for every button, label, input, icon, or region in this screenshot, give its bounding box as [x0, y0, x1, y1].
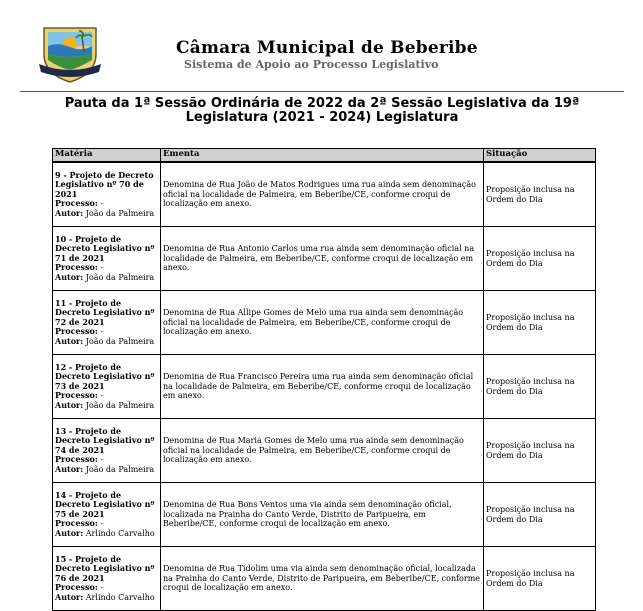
- column-header-ementa: Ementa: [161, 149, 484, 163]
- materia-title-link[interactable]: 13 - Projeto de Decreto Legislativo nº 74 de 2021: [55, 425, 155, 455]
- processo-label: Processo:: [55, 518, 98, 529]
- materia-cell: [53, 162, 161, 227]
- table-row: [53, 162, 596, 227]
- page-title: Pauta da 1ª Sessão Ordinária de 2022 da 2ª Sessão Legislativa da 19ª Legislatura (2021 - 2024) Legislatura: [64, 96, 580, 125]
- table-row: [53, 355, 596, 419]
- ementa-cell: Denomina de Rua Francisco Pereira uma rua ainda sem denominação oficial na localidade de Palmeira, em Beberibe/CE, conforme croqui de localização em anexo.: [161, 355, 484, 419]
- processo-value: -: [100, 391, 104, 401]
- autor-value: João da Palmeira: [85, 464, 155, 474]
- materia-cell: [53, 227, 161, 291]
- ementa-cell: Denomina de Rua Maria Gomes de Melo uma rua ainda sem denominação oficial na localidade de Palmeira, em Beberibe/CE, conforme croqui de localização em anexo.: [161, 419, 484, 483]
- situacao-cell: Proposição inclusa na Ordem do Dia: [484, 547, 596, 611]
- autor-value: João da Palmeira: [85, 336, 155, 346]
- situacao-cell: Proposição inclusa na Ordem do Dia: [484, 355, 596, 419]
- ementa-cell: Denomina de Rua Tidolim uma via ainda sem denominação oficial, localizada na Prainha do Canto Verde, Distrito de Paripueira, em Beberibe/CE, conforme croqui de localização em anexo.: [161, 547, 484, 611]
- agenda-table: [52, 148, 596, 611]
- processo-value: -: [100, 327, 104, 337]
- header-divider: [20, 91, 624, 92]
- processo-value: -: [100, 199, 104, 209]
- table-row: [53, 419, 596, 483]
- materia-cell: [53, 547, 161, 611]
- materia-title-link[interactable]: 11 - Projeto de Decreto Legislativo nº 72 de 2021: [55, 297, 155, 327]
- situacao-cell: Proposição inclusa na Ordem do Dia: [484, 291, 596, 355]
- institution-name: Câmara Municipal de Beberibe: [176, 38, 478, 58]
- processo-label: Processo:: [55, 198, 98, 209]
- column-header-materia: Matéria: [53, 149, 161, 163]
- autor-value: João da Palmeira: [85, 272, 155, 282]
- materia-title-link[interactable]: 15 - Projeto de Decreto Legislativo nº 76 de 2021: [55, 553, 155, 583]
- table-row: [53, 547, 596, 611]
- situacao-cell: Proposição inclusa na Ordem do Dia: [484, 483, 596, 547]
- column-header-situacao: Situação: [484, 149, 596, 163]
- autor-value: João da Palmeira: [85, 208, 155, 218]
- autor-label: Autor:: [55, 527, 84, 538]
- processo-value: -: [100, 263, 104, 273]
- autor-label: Autor:: [55, 463, 84, 474]
- situacao-cell: Proposição inclusa na Ordem do Dia: [484, 162, 596, 227]
- processo-label: Processo:: [55, 454, 98, 465]
- autor-value: João da Palmeira: [85, 400, 155, 410]
- ementa-cell: Denomina de Rua João de Matos Rodrigues uma rua ainda sem denominação oficial na localidade de Palmeira, em Beberibe/CE, conforme croqui de localização em anexo.: [161, 162, 484, 227]
- processo-label: Processo:: [55, 390, 98, 401]
- table-row: [53, 483, 596, 547]
- autor-label: Autor:: [55, 271, 84, 282]
- municipal-crest-logo: [38, 24, 102, 84]
- processo-value: -: [100, 519, 104, 529]
- processo-value: -: [100, 583, 104, 593]
- ementa-cell: Denomina de Rua Bons Ventos uma via ainda sem denominação oficial, localizada na Prainha do Canto Verde, Distrito de Paripueira, em Beberibe/CE, conforme croqui de localização em anexo.: [161, 483, 484, 547]
- situacao-cell: Proposição inclusa na Ordem do Dia: [484, 419, 596, 483]
- materia-cell: [53, 483, 161, 547]
- autor-label: Autor:: [55, 591, 84, 602]
- autor-value: Arlindo Carvalho: [85, 592, 155, 602]
- materia-cell: [53, 291, 161, 355]
- materia-cell: [53, 419, 161, 483]
- processo-label: Processo:: [55, 582, 98, 593]
- materia-title-link[interactable]: 9 - Projeto de Decreto Legislativo nº 70 de 2021: [55, 169, 154, 199]
- materia-title-link[interactable]: 10 - Projeto de Decreto Legislativo nº 71 de 2021: [55, 233, 155, 263]
- autor-value: Arlindo Carvalho: [85, 528, 155, 538]
- ementa-cell: Denomina de Rua Antonio Carlos uma rua ainda sem denominação oficial na localidade de Palmeira, em Beberibe/CE, conforme croqui de localização em anexo.: [161, 227, 484, 291]
- autor-label: Autor:: [55, 335, 84, 346]
- processo-label: Processo:: [55, 262, 98, 273]
- table-header-row: [53, 149, 596, 163]
- ementa-cell: Denomina de Rua Allipe Gomes de Melo uma rua ainda sem denominação oficial na localidade de Palmeira, em Beberibe/CE, conforme croqui de localização em anexo.: [161, 291, 484, 355]
- materia-title-link[interactable]: 14 - Projeto de Decreto Legislativo nº 75 de 2021: [55, 489, 155, 519]
- table-row: [53, 227, 596, 291]
- processo-value: -: [100, 455, 104, 465]
- autor-label: Autor:: [55, 207, 84, 218]
- situacao-cell: Proposição inclusa na Ordem do Dia: [484, 227, 596, 291]
- processo-label: Processo:: [55, 326, 98, 337]
- materia-title-link[interactable]: 12 - Projeto de Decreto Legislativo nº 73 de 2021: [55, 361, 155, 391]
- table-row: [53, 291, 596, 355]
- materia-cell: [53, 355, 161, 419]
- autor-label: Autor:: [55, 399, 84, 410]
- system-subtitle: Sistema de Apoio ao Processo Legislativo: [184, 58, 439, 71]
- page-header: [0, 0, 643, 92]
